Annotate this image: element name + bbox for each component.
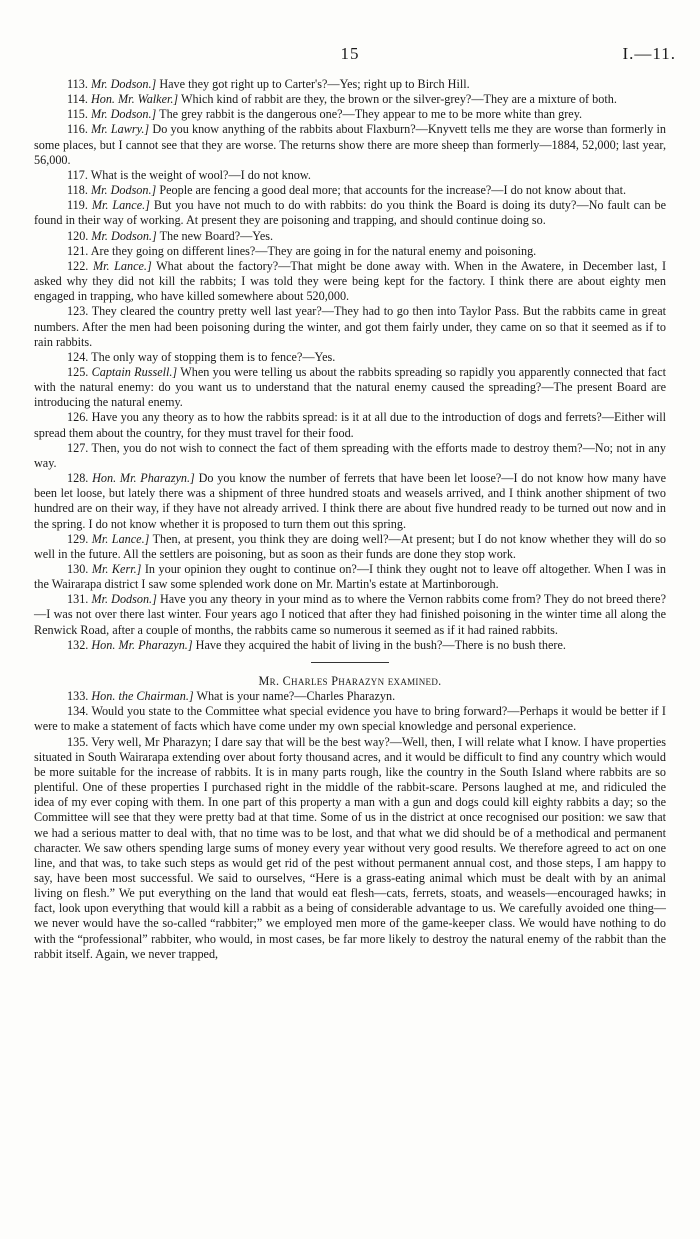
question-text: Have they acquired the habit of living in the bush?—There is no bush there. xyxy=(195,637,566,652)
question-number: 118. xyxy=(67,183,88,198)
question-text: Do you know the number of ferrets that have been let loose?—I do not know how many have been let loose, but lately there was a shipment of three hundred stoats and weasels arrived, and I think another shipment of two hundred are on their way, if they have not already arrived. I think there are about five hundred ready to be turned out now and in the spring. I do not know whether it is proposed to turn them out this spring. xyxy=(34,471,667,531)
question-paragraph xyxy=(34,259,666,304)
question-number: 127. xyxy=(67,440,89,455)
question-paragraph xyxy=(34,229,666,244)
question-paragraph xyxy=(34,198,666,228)
question-paragraph xyxy=(34,244,666,259)
question-number: 130. xyxy=(67,562,89,576)
speaker-name: Mr. Lance.] xyxy=(92,258,152,273)
section-heading: Mr. Charles Pharazyn examined. xyxy=(258,673,442,688)
question-text: Have they got right up to Carter's?—Yes; right up to Birch Hill. xyxy=(159,77,470,91)
question-text: But you have not much to do with rabbits: do you think the Board is doing its duty?—No fault can be found in their way of working. At present they are poisoning and trapping, and should continue doing so. xyxy=(34,198,667,228)
question-paragraph xyxy=(34,471,666,532)
question-text: They cleared the country pretty well last year?—They had to go then into Taylor Pass. But the rabbits came in great numbers. After the men had been poisoning during the winter, and got them fairly under, they came on so that it seemed as if to rain rabbits. xyxy=(34,304,666,349)
question-text: What about the factory?—That might be done away with. When in the Awatere, in December last, I asked why they did not kill the rabbits; I was told they were being kept for the factory. I think there are about eighty men engaged in trapping, who have killed somewhere about 520,000. xyxy=(34,258,666,304)
question-number: 120. xyxy=(67,228,89,243)
question-paragraph xyxy=(34,638,666,653)
question-paragraph xyxy=(34,532,666,562)
question-paragraph xyxy=(34,365,666,410)
question-number: 133. xyxy=(67,689,89,704)
question-paragraph xyxy=(34,92,666,107)
question-paragraph xyxy=(34,183,666,198)
evidence-questions-after xyxy=(34,689,666,962)
question-number: 129. xyxy=(67,531,89,546)
question-number: 125. xyxy=(67,364,89,379)
evidence-questions-before xyxy=(34,77,666,653)
question-number: 134. xyxy=(67,704,89,719)
question-number: 131. xyxy=(67,592,89,607)
question-number: 114. xyxy=(67,92,88,107)
question-text: What is the weight of wool?—I do not know. xyxy=(90,167,311,182)
speaker-name: Hon. Mr. Pharazyn.] xyxy=(92,471,195,486)
speaker-name: Hon. Mr. Pharazyn.] xyxy=(91,637,193,652)
speaker-name: Mr. Dodson.] xyxy=(90,77,157,91)
speaker-name: Mr. Lawry.] xyxy=(91,122,150,137)
speaker-name: Captain Russell.] xyxy=(91,364,178,379)
question-text: Would you state to the Committee what special evidence you have to bring forward?—Perhaps it would be better if I were to make a statement of facts which have come under my own special knowledge and personal experience. xyxy=(34,704,666,734)
question-paragraph xyxy=(34,410,666,440)
question-paragraph xyxy=(34,107,666,122)
question-text: Then, at present, you think they are doing well?—At present; but I do not know whether they will do so well in the future. All the settlers are poisoning, but as soon as their funds are done they stop work. xyxy=(34,531,667,561)
question-text: People are fencing a good deal more; that accounts for the increase?—I do not know about that. xyxy=(159,183,627,198)
question-number: 116. xyxy=(67,122,88,137)
question-number: 121. xyxy=(67,243,89,258)
question-number: 119. xyxy=(67,198,88,213)
question-number: 132. xyxy=(67,637,89,652)
question-text: When you were telling us about the rabbits spreading so rapidly you apparently connected that fact with the natural enemy: do you want us to understand that the natural enemy caused the spreading?—The present Board are introducing the natural enemy. xyxy=(34,364,666,410)
speaker-name: Mr. Lance.] xyxy=(91,531,150,546)
speaker-name: Mr. Lance.] xyxy=(91,198,150,213)
question-text: In your opinion they ought to continue on?—I think they ought not to leave off altogether. When I was in the Wairarapa district I saw some splended work done on Mr. Martin's estate at Martinborough. xyxy=(34,562,666,592)
question-paragraph xyxy=(34,592,666,637)
question-text: Are they going on different lines?—They are going in for the natural enemy and poisoning. xyxy=(90,243,537,258)
question-paragraph xyxy=(34,168,666,183)
question-paragraph xyxy=(34,689,666,704)
question-number: 126. xyxy=(67,410,89,425)
question-number: 135. xyxy=(67,734,89,749)
question-paragraph xyxy=(34,562,666,592)
section-divider xyxy=(311,662,389,663)
question-text: Have you any theory as to how the rabbits spread: is it at all due to the introduction of dogs and ferrets?—Either will spread them about the country, for they must travel for their food. xyxy=(34,410,666,440)
question-number: 113. xyxy=(67,77,88,91)
question-paragraph xyxy=(34,304,666,349)
document-body xyxy=(34,77,666,962)
page-number: 15 xyxy=(340,44,360,63)
question-number: 128. xyxy=(67,471,89,486)
question-paragraph xyxy=(34,350,666,365)
question-number: 123. xyxy=(67,304,89,319)
question-paragraph xyxy=(34,441,666,471)
speaker-name: Mr. Dodson.] xyxy=(91,592,157,607)
question-text: The only way of stopping them is to fence?—Yes. xyxy=(91,349,336,364)
question-text: Do you know anything of the rabbits about Flaxburn?—Knyvett tells me they are worse than formerly in some places, but I cannot see that they are worse. The returns show there are more sheep than formerly—1884, 52,000; last year, 56,000. xyxy=(34,122,667,167)
document-reference: I.—11. xyxy=(622,44,676,63)
speaker-name: Hon. the Chairman.] xyxy=(91,689,194,704)
speaker-name: Mr. Dodson.] xyxy=(90,183,157,198)
question-text: The grey rabbit is the dangerous one?—They appear to me to be more white than grey. xyxy=(159,107,583,122)
question-number: 115. xyxy=(67,107,88,122)
question-text: What is your name?—Charles Pharazyn. xyxy=(196,689,396,704)
question-text: Which kind of rabbit are they, the brown or the silver-grey?—They are a mixture of both. xyxy=(181,92,617,107)
question-number: 122. xyxy=(67,258,89,273)
question-number: 124. xyxy=(67,349,89,364)
speaker-name: Hon. Mr. Walker.] xyxy=(90,92,179,107)
speaker-name: Mr. Dodson.] xyxy=(90,107,157,122)
question-text: Then, you do not wish to connect the fact of them spreading with the efforts made to destroy them?—No; not in any way. xyxy=(34,440,666,470)
speaker-name: Mr. Dodson.] xyxy=(91,228,157,243)
question-number: 117. xyxy=(67,167,88,182)
question-paragraph xyxy=(34,77,666,92)
question-paragraph xyxy=(34,122,666,167)
speaker-name: Mr. Kerr.] xyxy=(91,562,142,576)
question-paragraph xyxy=(34,735,666,962)
question-paragraph xyxy=(34,704,666,734)
question-text: Very well, Mr Pharazyn; I dare say that will be the best way?—Well, then, I will relate what I know. I have properties situated in South Wairarapa extending over about forty thousand acres, and it would be difficult to find any country which would be more suitable for the increase of rabbits. It is in many parts rough, like the country in the South Island where rabbits are so plentiful. One of these properties I purchased right in the middle of the rabbit-scare. Persons laughed at me, and ridiculed the idea of my ever coping with them. In one part of this property a man with a gun and dogs could kill eighty rabbits a day; so the Committee will see that they were pretty bad at that time. Some of us in the district at once recognised our position: we saw that we had a serious matter to deal with, that no time was to be lost, and that what we did should be of a methodical and permanent character. We saw others spending large sums of money every year without very good results. We therefore agreed to act on one line, and that was, to take such steps as would get rid of the pest without permanent annual cost, and those steps, I am happy to say, have been most successful. We said to ourselves, “Here is a grass-eating animal which must be dealt with by an animal living on flesh.” We put everything on the land that would eat flesh—cats, ferrets, stoats, and weasels—encouraged hawks; in fact, look upon everything that would kill a rabbit as a being of considerable advantage to us. We carefully avoided one thing—we never would have the so-called “rabbiter;” we employed men more of the game-keeper class. We would have nothing to do with the “professional” rabbiter, who would, in most cases, be far more likely to destroy the natural enemy of the rabbit than the rabbit itself. Again, we never trapped, xyxy=(34,734,666,961)
question-text: Have you any theory in your mind as to where the Vernon rabbits come from? They do not breed there?—I was not over there last winter. Four years ago I noticed that after they had finished poisoning in the winter time all along the Renwick Road, after a couple of months, the rabbits came so numerous it seemed as if it had rained rabbits. xyxy=(34,592,666,637)
question-text: The new Board?—Yes. xyxy=(159,228,274,243)
